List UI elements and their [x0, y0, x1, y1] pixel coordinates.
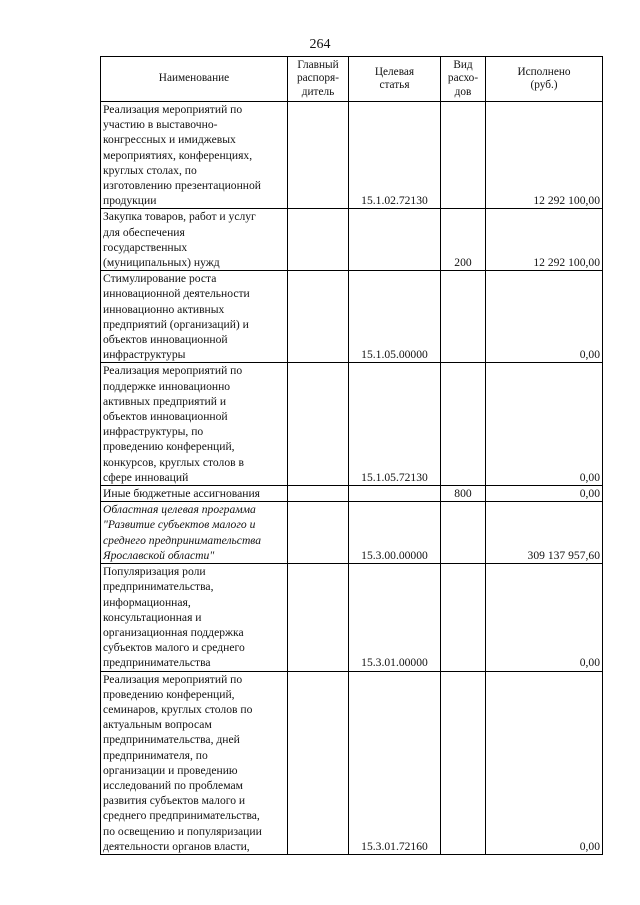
- cell-exp-type: [441, 271, 486, 363]
- cell-target: [349, 486, 441, 502]
- budget-table: [100, 56, 603, 855]
- column-header-target: Целевая статья: [349, 57, 441, 102]
- cell-admin: [288, 502, 349, 564]
- cell-executed: 12 292 100,00: [486, 102, 603, 209]
- cell-admin: [288, 671, 349, 854]
- cell-admin: [288, 102, 349, 209]
- cell-admin: [288, 209, 349, 271]
- cell-exp-type: [441, 502, 486, 564]
- cell-exp-type: [441, 671, 486, 854]
- cell-executed: 0,00: [486, 671, 603, 854]
- cell-exp-type: 200: [441, 209, 486, 271]
- table-row: [101, 564, 603, 671]
- table-row: [101, 102, 603, 209]
- cell-name: Иные бюджетные ассигнования: [101, 486, 288, 502]
- cell-exp-type: 800: [441, 486, 486, 502]
- cell-executed: 0,00: [486, 271, 603, 363]
- table-header-row: [101, 57, 603, 102]
- cell-name: Реализация мероприятий по проведению конференций, семинаров, круглых столов по актуальным вопросам предпринимательства, дней предпринимателя, по организации и проведению исследований по проблемам развития субъектов малого и среднего предпринимательства, по освещению и популяризации деятельности органов власти,: [101, 671, 288, 854]
- column-header-exp-type: Вид расхо- дов: [441, 57, 486, 102]
- column-header-admin: Главный распоря- дитель: [288, 57, 349, 102]
- table-row: [101, 363, 603, 486]
- cell-name: Закупка товаров, работ и услуг для обеспечения государственных (муниципальных) нужд: [101, 209, 288, 271]
- cell-admin: [288, 271, 349, 363]
- cell-admin: [288, 363, 349, 486]
- cell-target: 15.3.01.00000: [349, 564, 441, 671]
- cell-exp-type: [441, 363, 486, 486]
- cell-executed: 309 137 957,60: [486, 502, 603, 564]
- cell-target: 15.1.02.72130: [349, 102, 441, 209]
- cell-target: 15.1.05.00000: [349, 271, 441, 363]
- cell-executed: 0,00: [486, 363, 603, 486]
- cell-admin: [288, 564, 349, 671]
- cell-name: Областная целевая программа "Развитие субъектов малого и среднего предпринимательства Ярославской области": [101, 502, 288, 564]
- cell-target: 15.3.01.72160: [349, 671, 441, 854]
- cell-executed: 0,00: [486, 564, 603, 671]
- cell-admin: [288, 486, 349, 502]
- cell-executed: 0,00: [486, 486, 603, 502]
- cell-name: Реализация мероприятий по поддержке инновационно активных предприятий и объектов инновационной инфраструктуры, по проведению конференций, конкурсов, круглых столов в сфере инноваций: [101, 363, 288, 486]
- table-row: [101, 486, 603, 502]
- cell-exp-type: [441, 102, 486, 209]
- column-header-executed: Исполнено (руб.): [486, 57, 603, 102]
- table-row: [101, 271, 603, 363]
- table-row: [101, 209, 603, 271]
- cell-target: 15.1.05.72130: [349, 363, 441, 486]
- cell-exp-type: [441, 564, 486, 671]
- table-row: [101, 671, 603, 854]
- page-number: 264: [309, 37, 331, 52]
- cell-name: Реализация мероприятий по участию в выставочно- конгрессных и имиджевых мероприятиях, конференциях, круглых столах, по изготовлению презентационной продукции: [101, 102, 288, 209]
- cell-target: 15.3.00.00000: [349, 502, 441, 564]
- table-row: [101, 502, 603, 564]
- cell-target: [349, 209, 441, 271]
- cell-executed: 12 292 100,00: [486, 209, 603, 271]
- cell-name: Стимулирование роста инновационной деятельности инновационно активных предприятий (организаций) и объектов инновационной инфраструктуры: [101, 271, 288, 363]
- cell-name: Популяризация роли предпринимательства, информационная, консультационная и организационная поддержка субъектов малого и среднего предпринимательства: [101, 564, 288, 671]
- column-header-name: Наименование: [101, 57, 288, 102]
